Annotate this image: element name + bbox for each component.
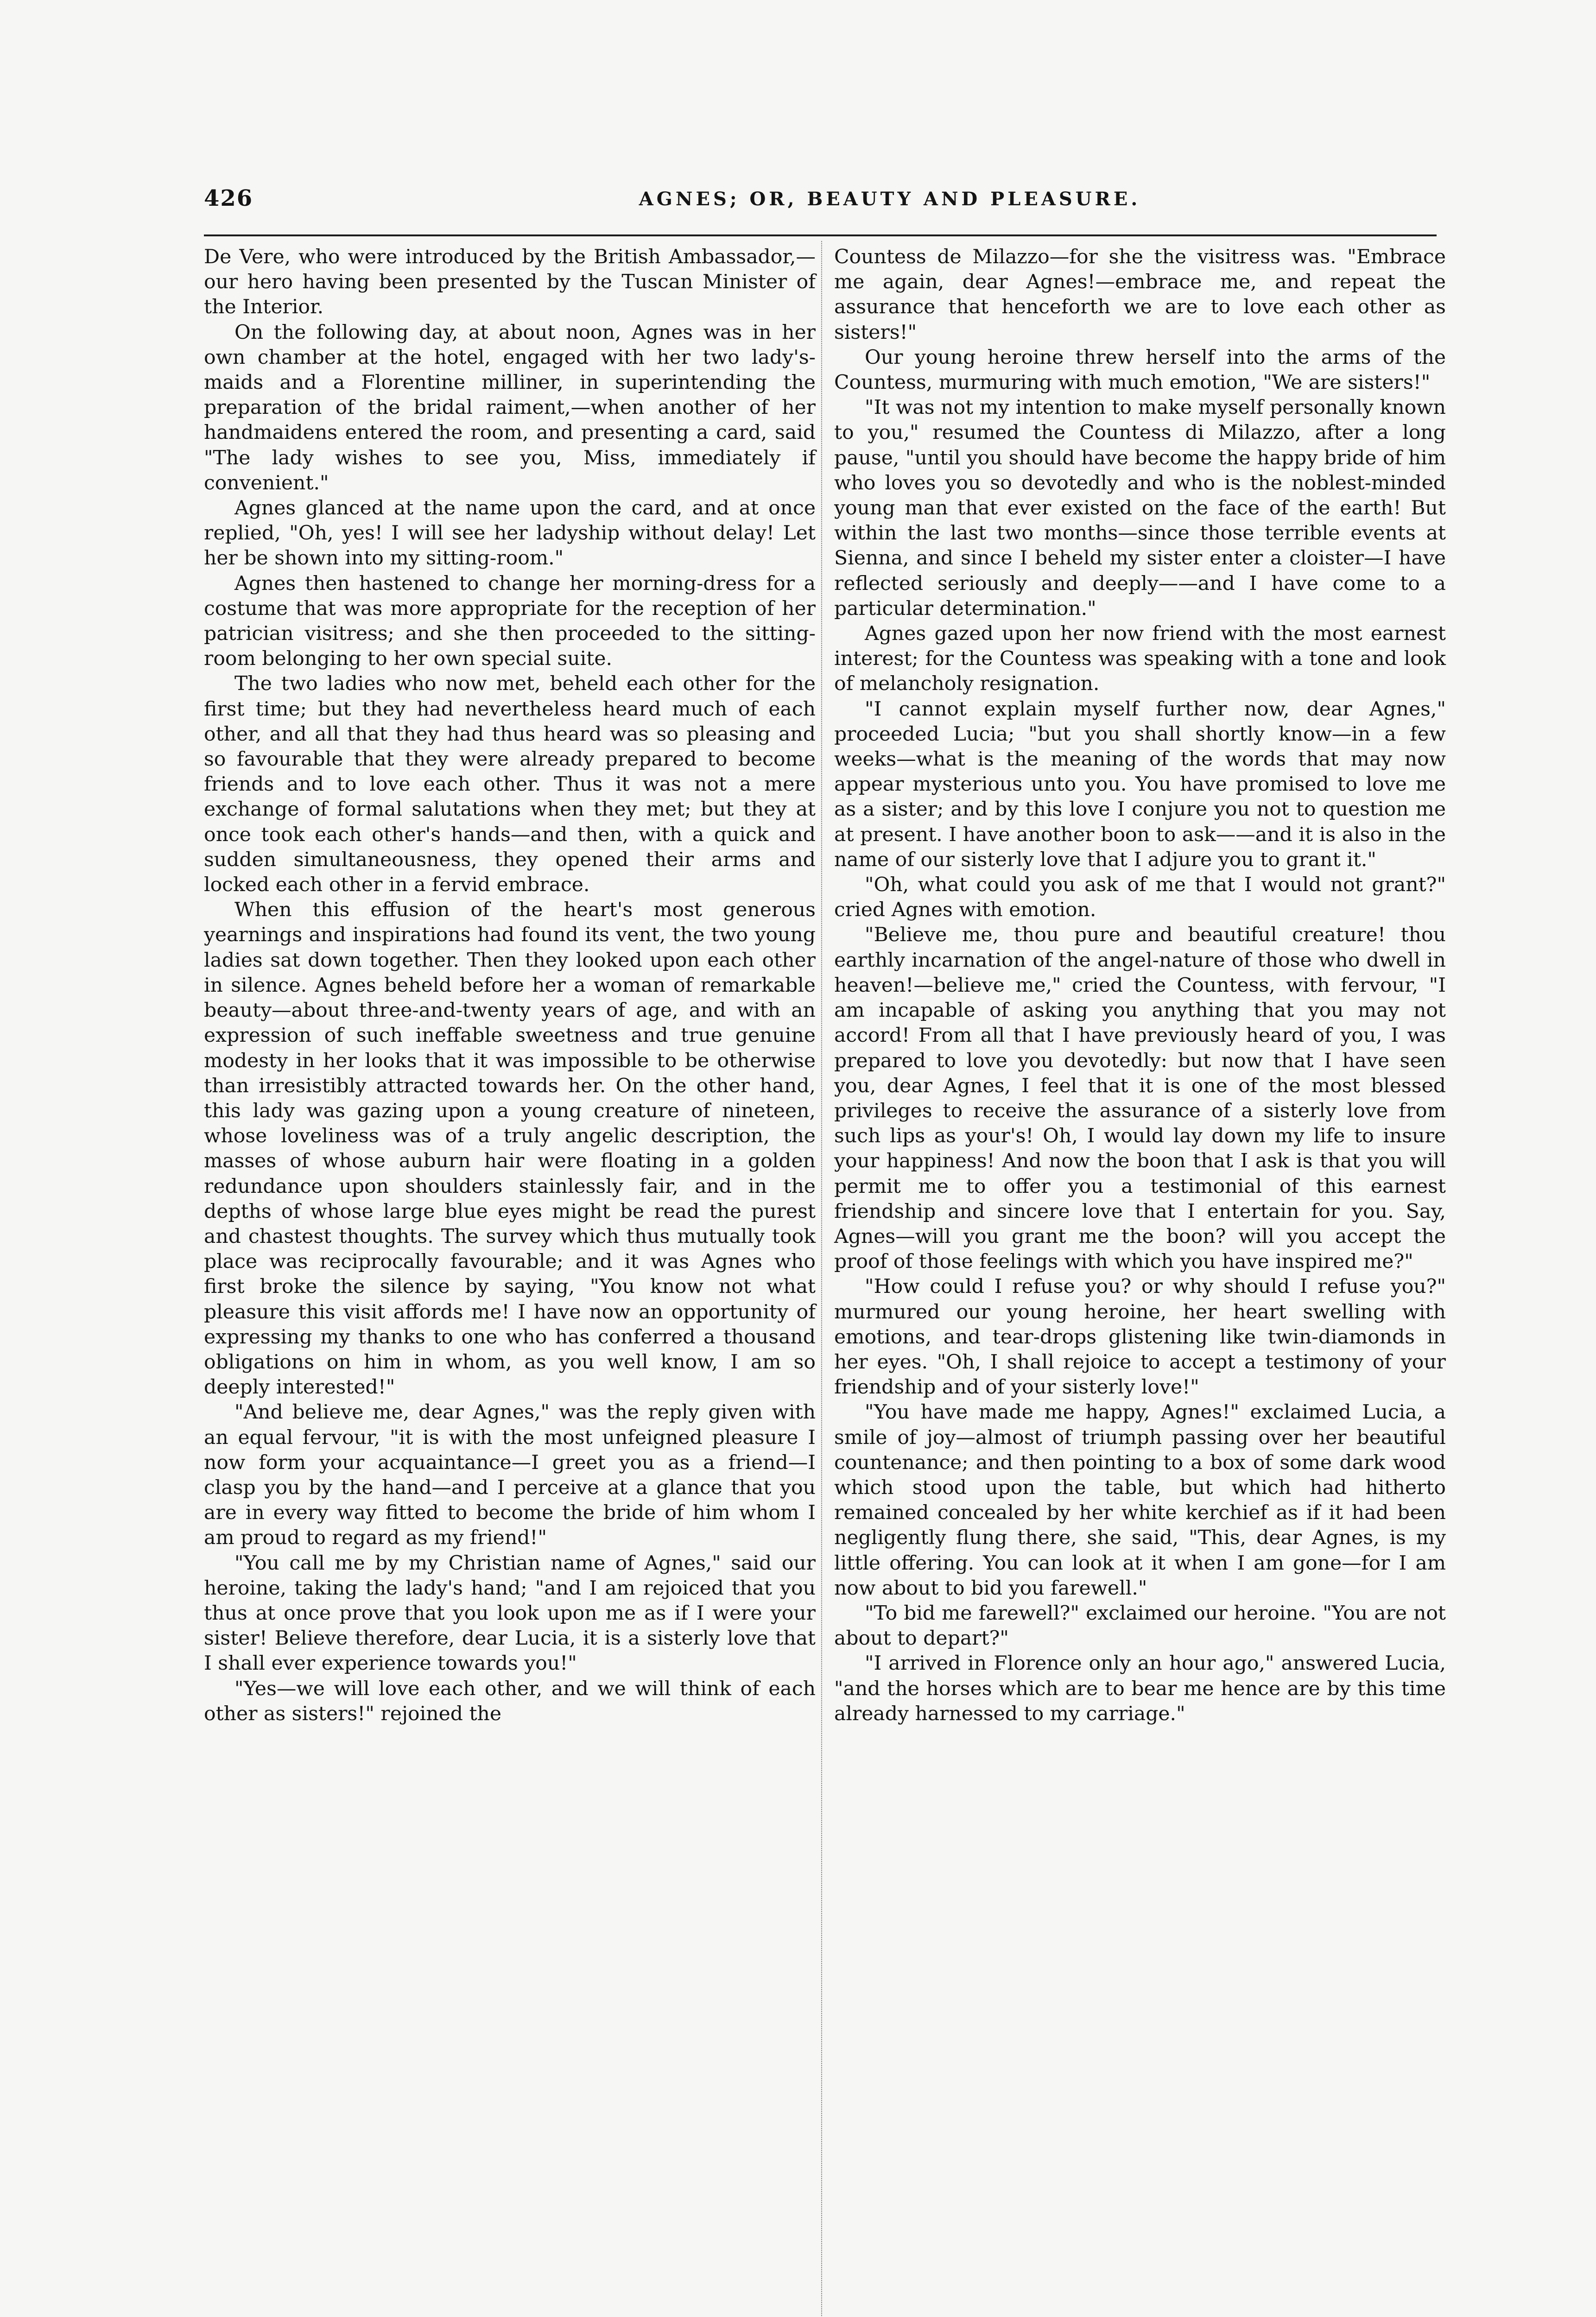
paragraph: "How could I refuse you? or why should I refuse you?" murmured our young heroine, her heart swelling with emotions, and tear-drops glistening like twin-diamonds in her eyes. "Oh, I shall rejoice to accept a testimony of your friendship and of your sisterly love!" — [834, 1275, 1446, 1399]
paragraph: "I cannot explain myself further now, dear Agnes," proceeded Lucia; "but you shall shortly know—in a few weeks—what is the meaning of the words that may now appear mysterious unto you. You have promised to love me as a sister; and by this love I conjure you not to question me at present. I have another boon to ask——and it is also in the name of our sisterly love that I adjure you to grant it." — [834, 697, 1446, 871]
paragraph: "Believe me, thou pure and beautiful creature! thou earthly incarnation of the angel-nature of those who dwell in heaven!—believe me," cried the Countess, with fervour, "I am incapable of asking you anything that you may not accord! From all that I have previously heard of you, I was prepared to love you devotedly: but now that I have seen you, dear Agnes, I feel that it is one of the most blessed privileges to receive the assurance of a sisterly love from such lips as your's! Oh, I would lay down my life to insure your happiness! And now the boon that I ask is that you will permit me to offer you a testimonial of this earnest friendship and sincere love that I entertain for you. Say, Agnes—will you grant me the boon? will you accept the proof of those feelings with which you have inspired me?" — [834, 924, 1446, 1273]
paragraph: When this effusion of the heart's most generous yearnings and inspirations had found its vent, the two young ladies sat down together. Then they looked upon each other in silence. Agnes beheld before her a woman of remarkable beauty—about three-and-twenty years of age, and with an expression of such ineffable sweetness and true genuine modesty in her looks that it was impossible to be otherwise than irresistibly attracted towards her. On the other hand, this lady was gazing upon a young creature of nineteen, whose loveliness was of a truly angelic description, the masses of whose auburn hair were floating in a golden redundance upon shoulders stainlessly fair, and in the depths of whose large blue eyes might be read the purest and chastest thoughts. The survey which thus mutually took place was reciprocally favourable; and it was Agnes who first broke the silence by saying, "You know not what pleasure this visit affords me! I have now an opportunity of expressing my thanks to one who has conferred a thousand obligations on him in whom, as you well know, I am so deeply interested!" — [204, 899, 816, 1399]
page-number: 426 — [204, 185, 253, 211]
paragraph: "I arrived in Florence only an hour ago," answered Lucia, "and the horses which are to bear me hence are by this time already harnessed to my carriage." — [834, 1652, 1446, 1725]
paragraph: "Yes—we will love each other, and we will think of each other as sisters!" rejoined the — [204, 1677, 816, 1725]
paragraph: "You have made me happy, Agnes!" exclaimed Lucia, a smile of joy—almost of triumph passing over her beautiful countenance; and then pointing to a box of some dark wood which stood upon the table, but which had hitherto remained concealed by her white kerchief as if it had been negligently flung there, she said, "This, dear Agnes, is my little offering. You can look at it when I am gone—for I am now about to bid you farewell." — [834, 1401, 1446, 1600]
column-divider — [821, 241, 822, 2317]
paragraph: On the following day, at about noon, Agnes was in her own chamber at the hotel, engaged with her two lady's-maids and a Florentine milliner, in superintending the preparation of the bridal raiment,—when another of her handmaidens entered the room, and presenting a card, said "The lady wishes to see you, Miss, immediately if convenient." — [204, 321, 816, 494]
paragraph: Our young heroine threw herself into the arms of the Countess, murmuring with much emotion, "We are sisters!" — [834, 346, 1446, 394]
paragraph: The two ladies who now met, beheld each other for the first time; but they had nevertheless heard much of each other, and all that they had thus heard was so pleasing and so favourable that they were already prepared to become friends and to love each other. Thus it was not a mere exchange of formal salutations when they met; but they at once took each other's hands—and then, with a quick and sudden simultaneousness, they opened their arms and locked each other in a fervid embrace. — [204, 672, 816, 897]
running-title: AGNES; OR, BEAUTY AND PLEASURE. — [639, 188, 1141, 210]
paragraph: Agnes glanced at the name upon the card, and at once replied, "Oh, yes! I will see her ladyship without delay! Let her be shown into my sitting-room." — [204, 497, 816, 570]
page-header — [204, 185, 1437, 218]
paragraph: Agnes then hastened to change her morning-dress for a costume that was more appropriate for the reception of her patrician visitress; and she then proceeded to the sitting-room belonging to her own special suite. — [204, 572, 816, 671]
paragraph: "Oh, what could you ask of me that I would not grant?" cried Agnes with emotion. — [834, 874, 1446, 922]
paragraph: "To bid me farewell?" exclaimed our heroine. "You are not about to depart?" — [834, 1602, 1446, 1650]
paragraph: "You call me by my Christian name of Agnes," said our heroine, taking the lady's hand; "and I am rejoiced that you thus at once prove that you look upon me as if I were your sister! Believe therefore, dear Lucia, it is a sisterly love that I shall ever experience towards you!" — [204, 1551, 816, 1675]
header-rule — [204, 234, 1437, 236]
left-column — [204, 245, 816, 1727]
paragraph: De Vere, who were introduced by the British Ambassador,—our hero having been presented by the Tuscan Minister of the Interior. — [204, 246, 816, 319]
paragraph: Agnes gazed upon her now friend with the most earnest interest; for the Countess was speaking with a tone and look of melancholy resignation. — [834, 622, 1446, 696]
paragraph: "It was not my intention to make myself personally known to you," resumed the Countess di Milazzo, after a long pause, "until you should have become the happy bride of him who loves you so devotedly and who is the noblest-minded young man that ever existed on the face of the earth! But within the last two months—since those terrible events at Sienna, and since I beheld my sister enter a cloister—I have reflected seriously and deeply——and I have come to a particular determination." — [834, 396, 1446, 620]
paragraph: Countess de Milazzo—for she the visitress was. "Embrace me again, dear Agnes!—embrace me, and repeat the assurance that henceforth we are to love each other as sisters!" — [834, 246, 1446, 344]
right-column — [834, 245, 1446, 1727]
paragraph: "And believe me, dear Agnes," was the reply given with an equal fervour, "it is with the most unfeigned pleasure I now form your acquaintance—I greet you as a friend—I clasp you by the hand—and I perceive at a glance that you are in every way fitted to become the bride of him whom I am proud to regard as my friend!" — [204, 1401, 816, 1550]
